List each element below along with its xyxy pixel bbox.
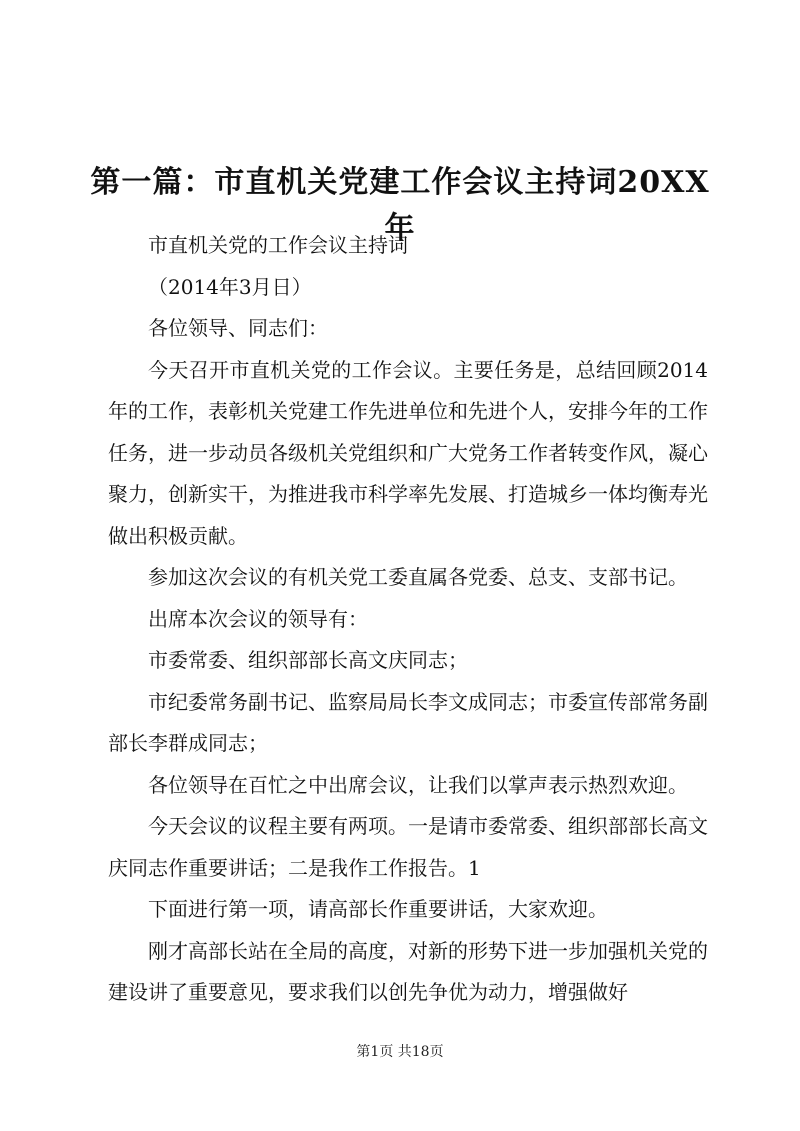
paragraph-leader-2: 市纪委常务副书记、监察局局长李文成同志；市委宣传部常务副部长李群成同志； [108, 689, 708, 755]
paragraph-welcome: 各位领导在百忙之中出席会议，让我们以掌声表示热烈欢迎。 [148, 772, 688, 797]
paragraph-leaders-intro: 出席本次会议的领导有： [148, 606, 368, 631]
paragraph-agenda: 今天会议的议程主要有两项。一是请市委常委、组织部部长高文庆同志作重要讲话；二是我作工作报告。1 [108, 814, 708, 880]
document-title: 第一篇：市直机关党建工作会议主持词20XX年 [90, 165, 710, 247]
paragraph-first-item: 下面进行第一项，请高部长作重要讲话，大家欢迎。 [148, 897, 608, 921]
paragraph-date: （2014年3月日） [148, 274, 312, 299]
paragraph-summary: 刚才高部长站在全局的高度，对新的形势下进一步加强机关党的建设讲了重要意见，要求我们以创先争优为动力，增强做好 [108, 938, 708, 1004]
paragraph-subtitle: 市直机关党的工作会议主持词 [148, 233, 408, 257]
paragraph-purpose: 今天召开市直机关党的工作会议。主要任务是，总结回顾2014年的工作，表彰机关党建工作先进单位和先进个人，安排今年的工作任务，进一步动员各级机关党组织和广大党务工作者转变作风，凝心聚力，创新实干，为推进我市科学率先发展、打造城乡一体均衡寿光做出积极贡献。 [108, 357, 708, 548]
paragraph-attendees: 参加这次会议的有机关党工委直属各党委、总支、支部书记。 [148, 565, 688, 589]
document-body [108, 225, 708, 1014]
paragraph-leader-1: 市委常委、组织部部长高文庆同志； [148, 648, 468, 672]
page-footer: 第1页 共18页 [356, 1044, 444, 1060]
paragraph-greeting: 各位领导、同志们： [148, 316, 328, 340]
